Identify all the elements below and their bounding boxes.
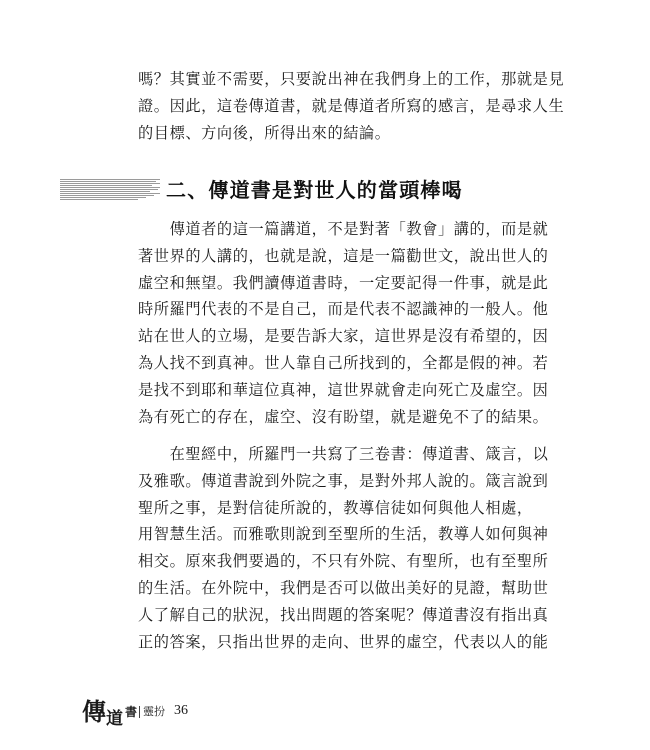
body-paragraph-2 [138,441,549,655]
text-line: 及雅歌。傳道書說到外院之事，是對外邦人說的。箴言說到 [138,471,549,490]
text-line: 是找不到耶和華這位真神，這世界就會走向死亡及虛空。因 [138,380,549,399]
text-line: 傳道者的這一篇講道，不是對著「教會」講的，而是就 [138,220,549,238]
text-line: 為人找不到真神。世人靠自己所找到的，全都是假的神。若 [138,353,549,372]
text-line: 證。因此，這卷傳道書，就是傳道者所寫的感言，是尋求人生 [138,96,565,115]
text-line: 站在世人的立場，是要告訴大家，這世界是沒有希望的，因 [138,327,549,346]
body-paragraph-1 [138,216,549,430]
page-number: 36 [174,703,188,718]
text-line: 為有死亡的存在，虛空、沒有盼望，就是避免不了的結果。 [138,407,549,426]
footer-title-char: 道 [106,709,123,729]
text-line: 人了解自己的狀況，找出問題的答案呢？傳道書沒有指出真 [138,605,549,624]
section-heading-block [60,175,540,205]
text-line: 在聖經中，所羅門一共寫了三卷書：傳道書、箴言，以 [138,445,549,463]
footer-subtitle: 靈扮 [143,705,165,718]
footer-title-char: 傳 [82,697,106,726]
footer-title-char: 書 [125,705,138,719]
section-heading: 二、傳道書是對世人的當頭棒喝 [166,178,463,202]
page-footer [82,698,282,738]
text-line: 時所羅門代表的不是自己，而是代表不認識神的一般人。他 [138,300,549,319]
intro-paragraph [138,66,565,146]
text-line: 的生活。在外院中，我們是否可以做出美好的見證，幫助世 [138,578,549,597]
text-line: 著世界的人講的，也就是說，這是一篇勸世文，說出世人的 [138,246,549,265]
text-line: 虛空和無望。我們讀傳道書時，一定要記得一件事，就是此 [138,273,549,292]
text-line: 相交。原來我們要過的，不只有外院、有聖所，也有至聖所 [138,552,549,571]
text-line: 的目標、方向後，所得出來的結論。 [138,123,391,142]
heading-decoration [60,179,160,201]
text-line: 聖所之事，是對信徒所說的，教導信徒如何與他人相處， [138,498,533,517]
text-line: 正的答案，只指出世界的走向、世界的虛空，代表以人的能 [138,632,549,651]
text-line: 嗎？其實並不需要，只要說出神在我們身上的工作，那就是見 [138,70,565,88]
footer-divider [139,706,140,718]
text-line: 用智慧生活。而雅歌則說到至聖所的生活，教導人如何與神 [138,525,549,544]
